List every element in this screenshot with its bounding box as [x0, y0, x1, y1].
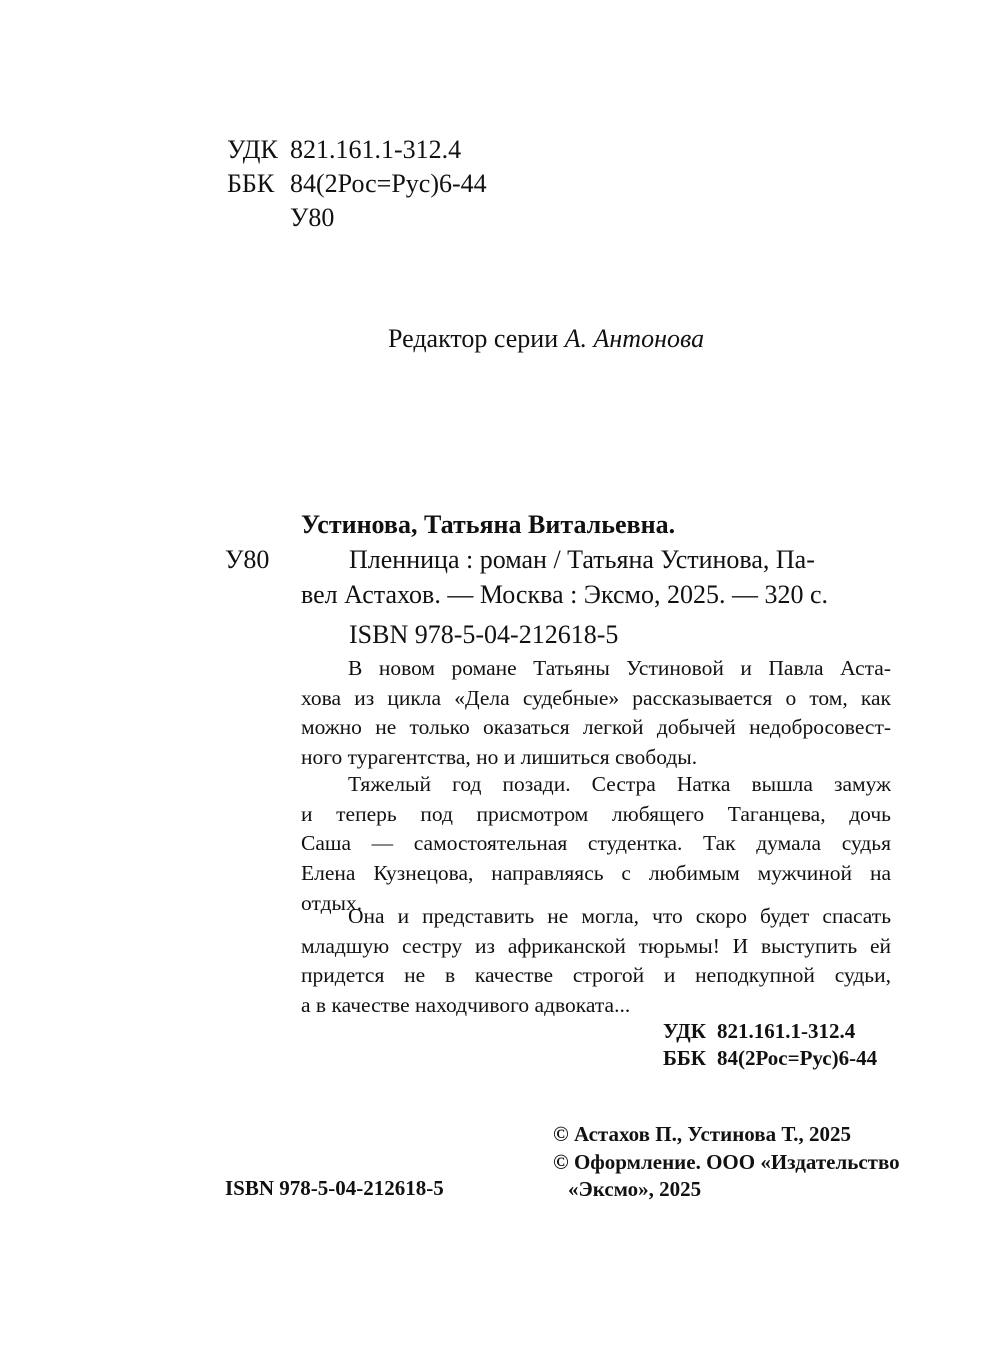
bbk-value-bottom: 84(2Рос=Рус)6-44: [717, 1046, 878, 1070]
annotation-line: можно не только оказаться легкой добычей недобросовест-: [301, 715, 891, 740]
annotation-line: отдых.: [301, 890, 363, 915]
bbk-value: 84(2Рос=Рус)6-44: [290, 169, 487, 198]
copyright-publisher: «Эксмо», 2025: [568, 1177, 702, 1201]
copyright-authors: © Астахов П., Устинова Т., 2025: [553, 1122, 852, 1146]
annotation-line: хова из цикла «Дела судебные» рассказывается о том, как: [301, 685, 891, 710]
bbk-label-bottom: ББК: [663, 1046, 706, 1070]
series-editor: [388, 326, 704, 352]
annotation-line: ного турагентства, но и лишиться свободы.: [301, 745, 698, 770]
annotation-line: В новом романе Татьяны Устиновой и Павла Аста-: [348, 656, 891, 680]
annotation-paragraph-3: [301, 902, 891, 1021]
bib-title-line-2: вел Астахов. — Москва : Эксмо, 2025. — 320 с.: [301, 580, 828, 609]
annotation-line: а в качестве находчивого адвоката...: [301, 993, 631, 1018]
annotation-line: Она и представить не могла, что скоро будет спасать: [348, 904, 891, 928]
bib-title-line-1: Пленница : роман / Татьяна Устинова, Па-: [349, 545, 815, 574]
annotation-line: Тяжелый год позади. Сестра Натка вышла замуж: [348, 772, 891, 796]
author-sign-top: У80: [290, 203, 335, 232]
bib-isbn: ISBN 978-5-04-212618-5: [349, 620, 619, 649]
annotation-line: придется не в качестве строгой и неподкупной судьи,: [301, 963, 891, 988]
annotation-paragraph-2: [301, 770, 891, 919]
annotation-line: и теперь под присмотром любящего Таганцева, дочь: [301, 801, 891, 826]
series-editor-name: А. Антонова: [564, 324, 705, 353]
bib-author-sign: У80: [225, 545, 270, 574]
udk-value-bottom: 821.161.1-312.4: [717, 1019, 856, 1043]
udk-value: 821.161.1-312.4: [290, 135, 462, 164]
series-editor-prefix: Редактор серии: [388, 324, 559, 353]
isbn-bottom: ISBN 978-5-04-212618-5: [225, 1176, 444, 1200]
udk-label-bottom: УДК: [663, 1019, 706, 1043]
annotation-line: младшую сестру из африканской тюрьмы! И выступить ей: [301, 933, 891, 958]
bbk-label: ББК: [227, 169, 275, 198]
copyright-design: © Оформление. ООО «Издательство: [553, 1150, 900, 1174]
udk-label: УДК: [227, 135, 278, 164]
annotation-line: Саша — самостоятельная студентка. Так думала судья: [301, 831, 891, 856]
annotation-paragraph-1: [301, 654, 891, 773]
annotation-line: Елена Кузнецова, направляясь с любимым мужчиной на: [301, 861, 891, 886]
bib-author: Устинова, Татьяна Витальевна.: [301, 510, 676, 539]
